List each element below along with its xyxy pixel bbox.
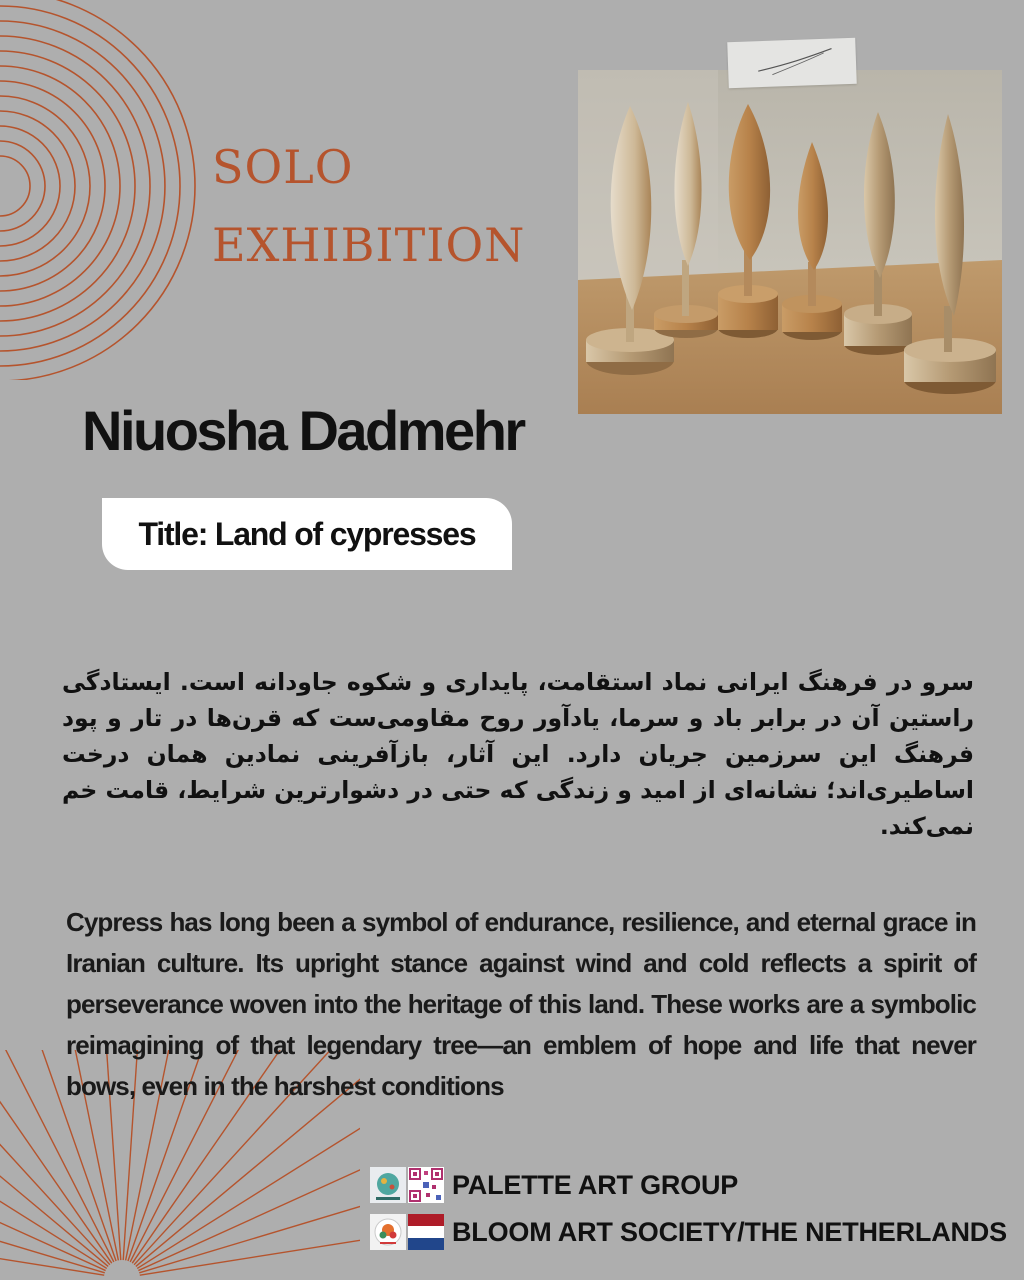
english-description: Cypress has long been a symbol of endurance, resilience, and eternal grace in Iranian culture. Its upright stance against wind and cold reflects a spirit of perseverance woven into the heritage of this land. These works are a symbolic reimagining of that legendary tree—an emblem of hope and life that never bows, even in the harshest conditions <box>66 907 976 1101</box>
sponsor-bloom-art-society <box>370 1213 1007 1251</box>
ray-line <box>0 1180 105 1273</box>
bloom-society-logo-icon <box>370 1214 406 1250</box>
arc-line <box>0 156 30 216</box>
sponsor-palette-art-group <box>370 1166 738 1204</box>
cypress-sculptures-photo <box>578 70 1002 414</box>
ray-line <box>140 1225 360 1275</box>
persian-description: سرو در فرهنگ ایرانی نماد استقامت، پایداری و شکوه جاودانه است. ایستادگی راستین آن در برابر باد و سرما، یادآور روح مقاومی‌ست که قرن‌ها در تار و پود فرهنگ این سرزمین جریان دارد. این آثار، بازآفرینی نمادین همان درخت اساطیری‌اند؛ نشانه‌ای از امید و زندگی که حتی در دشوارترین شرایط، قامت خم نمی‌کند. <box>62 668 974 840</box>
title-badge <box>102 498 512 570</box>
palette-group-logo-icon <box>370 1167 406 1203</box>
sponsor-name-bloom: BLOOM ART SOCIETY/THE NETHERLANDS <box>452 1216 1007 1247</box>
netherlands-flag-icon <box>408 1214 444 1250</box>
ray-line <box>138 1137 360 1270</box>
artwork-title: Title: Land of cypresses <box>138 515 476 552</box>
heading-line-exhibition: EXHIBITION <box>212 218 526 272</box>
arc-line <box>0 51 135 321</box>
arc-line <box>0 141 45 231</box>
sponsor-name-palette: PALETTE ART GROUP <box>452 1169 739 1200</box>
arc-line <box>0 21 165 351</box>
tape-scratch-icon <box>727 38 857 88</box>
ray-line <box>139 1180 360 1273</box>
artwork-photo-frame <box>578 70 1002 414</box>
heading-line-solo: SOLO <box>212 140 354 194</box>
arc-line <box>0 111 75 261</box>
qr-code-icon <box>408 1167 444 1203</box>
artist-name: Niuosha Dadmehr <box>82 399 524 462</box>
exhibition-heading <box>212 128 525 284</box>
tape-strip <box>727 38 857 88</box>
